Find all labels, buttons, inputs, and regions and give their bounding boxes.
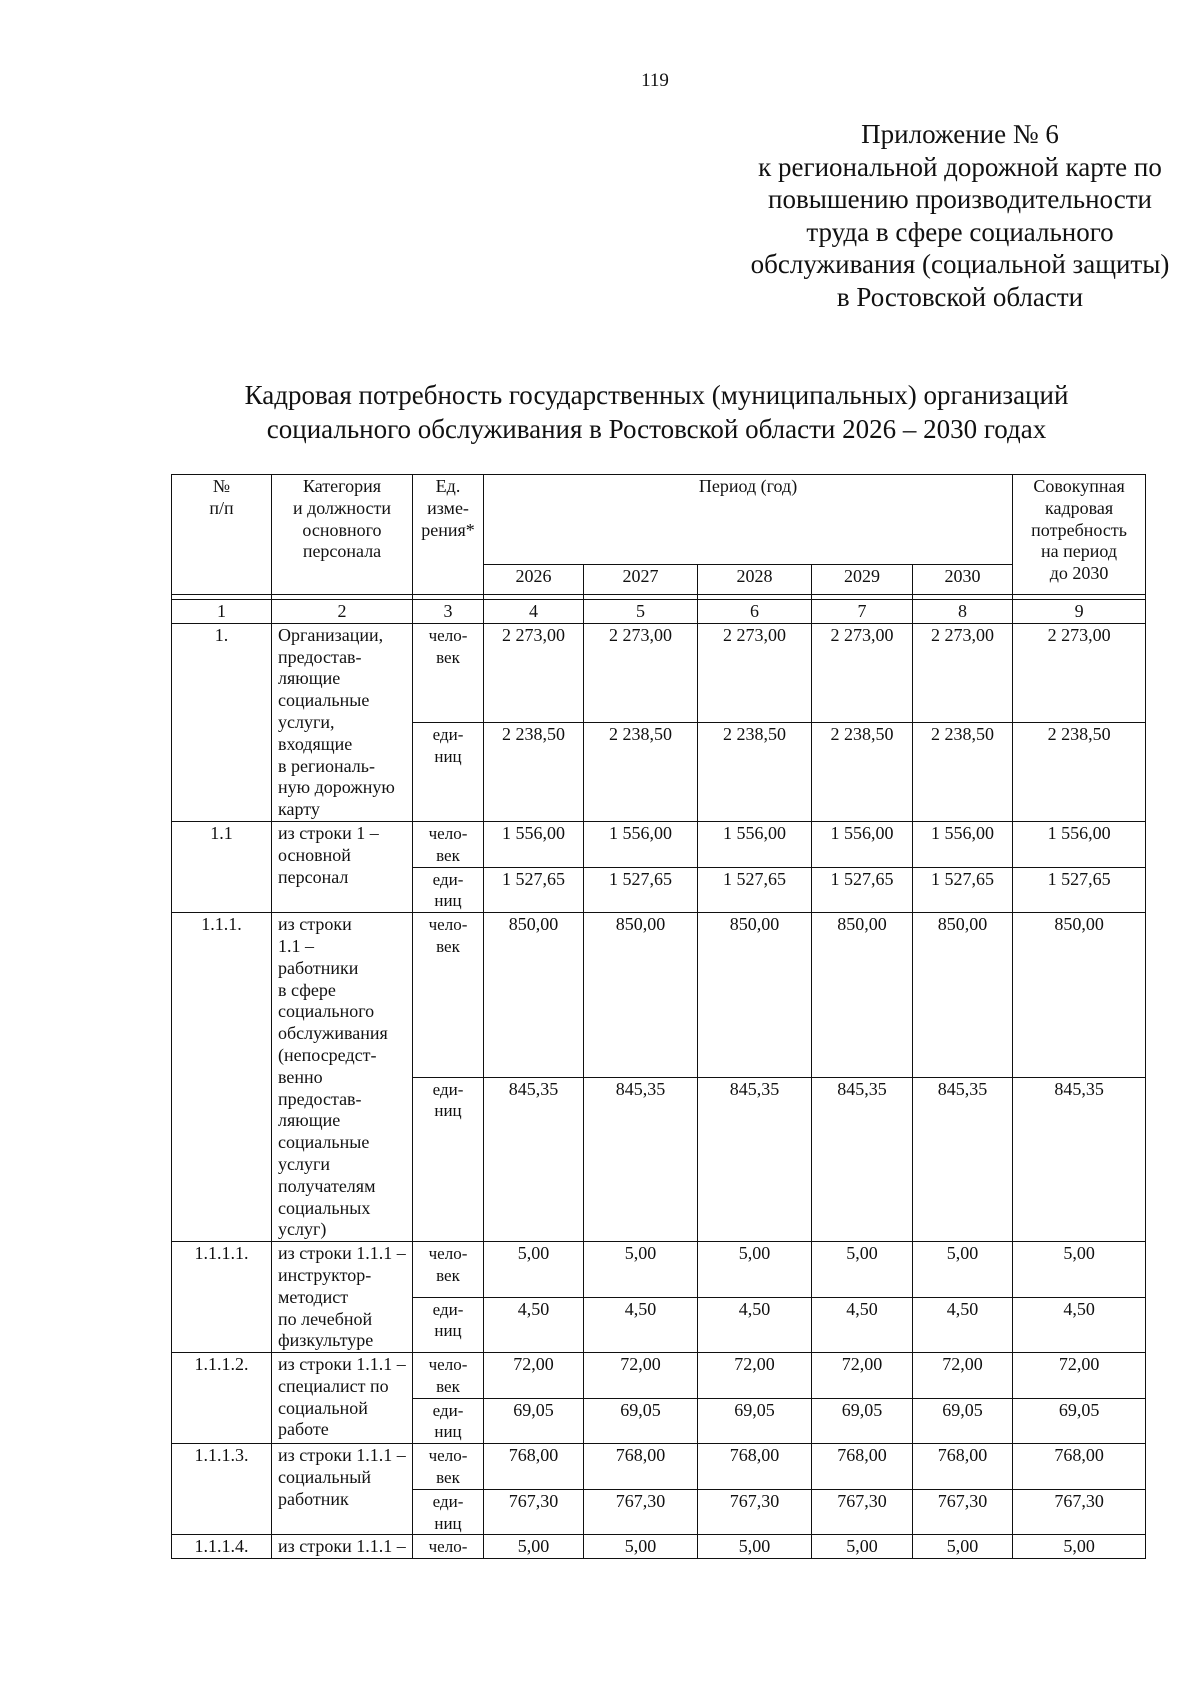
row-value: 5,00 — [698, 1535, 812, 1559]
row-unit — [413, 821, 484, 867]
row-category — [272, 1242, 413, 1353]
row-value: 850,00 — [584, 913, 698, 1077]
row-value: 845,35 — [698, 1077, 812, 1241]
row-unit — [413, 722, 484, 821]
row-value: 5,00 — [913, 1242, 1013, 1297]
column-number: 9 — [1013, 600, 1146, 624]
row-unit-text: чело- век — [428, 1446, 468, 1488]
row-category — [272, 821, 413, 912]
row-value: 767,30 — [1013, 1489, 1146, 1535]
row-value: 69,05 — [698, 1398, 812, 1444]
row-value: 5,00 — [484, 1535, 584, 1559]
title-line: социального обслуживания в Ростовской области 2026 – 2030 годах — [266, 414, 1047, 444]
row-value: 2 238,50 — [584, 722, 698, 821]
row-value: 4,50 — [812, 1297, 913, 1353]
row-value: 850,00 — [913, 913, 1013, 1077]
header-total — [1013, 475, 1146, 595]
row-unit-text: еди- ниц — [432, 1400, 464, 1442]
row-value: 1 527,65 — [584, 867, 698, 913]
appendix-line: повышению производительности — [768, 184, 1152, 214]
row-value: 845,35 — [913, 1077, 1013, 1241]
row-value: 1 527,65 — [698, 867, 812, 913]
row-value: 767,30 — [584, 1489, 698, 1535]
row-value: 4,50 — [913, 1297, 1013, 1353]
row-value: 5,00 — [584, 1535, 698, 1559]
document-title — [170, 378, 1143, 446]
row-value: 768,00 — [584, 1444, 698, 1490]
column-number: 7 — [812, 600, 913, 624]
row-value: 2 238,50 — [812, 722, 913, 821]
row-unit — [413, 867, 484, 913]
row-category: из строки 1.1.1 – — [272, 1535, 413, 1559]
table-row — [172, 1353, 1146, 1399]
row-value: 768,00 — [1013, 1444, 1146, 1490]
row-value: 1 556,00 — [812, 821, 913, 867]
row-category-text: Организации, предостав- ляющие социальные услуги, входящие в региональ- ную дорожную карту — [278, 624, 395, 820]
row-value: 1 527,65 — [913, 867, 1013, 913]
row-value: 768,00 — [913, 1444, 1013, 1490]
row-value: 4,50 — [584, 1297, 698, 1353]
row-value: 69,05 — [812, 1398, 913, 1444]
row-category-text: из строки 1 – основной персонал — [278, 822, 379, 887]
row-unit-text: еди- ниц — [432, 724, 464, 766]
table-row — [172, 1242, 1146, 1297]
table-row — [172, 821, 1146, 867]
header-year: 2030 — [913, 565, 1013, 595]
row-value: 4,50 — [698, 1297, 812, 1353]
row-category-text: из строки 1.1.1 – социальный работник — [278, 1445, 406, 1509]
row-value: 69,05 — [1013, 1398, 1146, 1444]
row-unit-text: чело- век — [428, 823, 468, 865]
header-num — [172, 475, 272, 595]
row-number: 1.1.1.2. — [172, 1353, 272, 1444]
column-number-row — [172, 600, 1146, 624]
row-value: 768,00 — [812, 1444, 913, 1490]
row-value: 2 273,00 — [484, 623, 584, 722]
row-value: 1 556,00 — [584, 821, 698, 867]
row-unit: чело- — [413, 1535, 484, 1559]
column-number: 8 — [913, 600, 1013, 624]
row-value: 5,00 — [484, 1242, 584, 1297]
row-number: 1.1 — [172, 821, 272, 912]
row-value: 72,00 — [1013, 1353, 1146, 1399]
row-unit-text: чело- век — [428, 1244, 468, 1285]
row-value: 5,00 — [1013, 1242, 1146, 1297]
row-value: 2 273,00 — [584, 623, 698, 722]
appendix-line: в Ростовской области — [836, 281, 1084, 312]
row-value: 1 527,65 — [484, 867, 584, 913]
staffing-table — [171, 474, 1146, 1559]
row-value: 850,00 — [698, 913, 812, 1077]
row-value: 69,05 — [913, 1398, 1013, 1444]
row-value: 5,00 — [1013, 1535, 1146, 1559]
column-number: 4 — [484, 600, 584, 624]
row-value: 1 556,00 — [1013, 821, 1146, 867]
row-unit — [413, 1242, 484, 1297]
row-value: 4,50 — [484, 1297, 584, 1353]
column-number: 2 — [272, 600, 413, 624]
row-unit-text: еди- ниц — [432, 1491, 464, 1533]
row-unit — [413, 1077, 484, 1241]
row-unit-text: чело- век — [428, 625, 468, 667]
row-value: 2 273,00 — [1013, 623, 1146, 722]
row-value: 768,00 — [698, 1444, 812, 1490]
header-year: 2027 — [584, 565, 698, 595]
appendix-line: труда в сфере социального — [806, 216, 1114, 247]
title-line: Кадровая потребность государственных (муниципальных) организаций — [244, 380, 1069, 410]
row-unit — [413, 1444, 484, 1490]
header-total-text: Совокупная кадровая потребность на период до 2030 — [1031, 476, 1127, 584]
row-value: 2 273,00 — [812, 623, 913, 722]
header-unit — [413, 475, 484, 595]
row-value: 5,00 — [698, 1242, 812, 1297]
appendix-line: к региональной дорожной карте по — [758, 151, 1162, 182]
row-category-text: из строки 1.1.1 – специалист по социальной работе — [278, 1354, 406, 1440]
row-number: 1.1.1.4. — [172, 1535, 272, 1559]
row-category — [272, 913, 413, 1242]
column-number: 1 — [172, 600, 272, 624]
row-value: 5,00 — [812, 1535, 913, 1559]
row-value: 69,05 — [484, 1398, 584, 1444]
column-number: 3 — [413, 600, 484, 624]
header-num-text: № п/п — [209, 476, 234, 518]
row-category — [272, 1444, 413, 1535]
row-value: 1 556,00 — [913, 821, 1013, 867]
row-value: 845,35 — [1013, 1077, 1146, 1241]
row-value: 72,00 — [584, 1353, 698, 1399]
row-category-text: из строки 1.1.1 – инструктор- методист по лечебной физкультуре — [278, 1243, 406, 1351]
row-unit-text: еди- ниц — [432, 1299, 464, 1341]
row-value: 2 273,00 — [698, 623, 812, 722]
row-value: 72,00 — [484, 1353, 584, 1399]
header-row — [172, 475, 1146, 565]
row-value: 1 556,00 — [698, 821, 812, 867]
row-value: 850,00 — [1013, 913, 1146, 1077]
row-category — [272, 623, 413, 821]
header-category-text: Категория и должности основного персонала — [292, 476, 392, 562]
table-row — [172, 623, 1146, 722]
table-row — [172, 1444, 1146, 1490]
row-value: 767,30 — [812, 1489, 913, 1535]
header-unit-text: Ед. изме- рения* — [421, 476, 475, 540]
row-value: 4,50 — [1013, 1297, 1146, 1353]
row-value: 72,00 — [698, 1353, 812, 1399]
row-unit — [413, 1353, 484, 1399]
row-unit — [413, 1489, 484, 1535]
row-number: 1.1.1.3. — [172, 1444, 272, 1535]
appendix-line: обслуживания (социальной защиты) — [750, 249, 1170, 279]
row-value: 5,00 — [584, 1242, 698, 1297]
row-value: 5,00 — [812, 1242, 913, 1297]
column-number: 5 — [584, 600, 698, 624]
table-row — [172, 913, 1146, 1077]
row-unit — [413, 1398, 484, 1444]
row-value: 767,30 — [484, 1489, 584, 1535]
appendix-line: Приложение № 6 — [861, 119, 1059, 149]
row-unit-text: чело- век — [428, 1355, 468, 1396]
header-year: 2026 — [484, 565, 584, 595]
row-unit — [413, 623, 484, 722]
row-value: 1 527,65 — [812, 867, 913, 913]
row-number: 1.1.1.1. — [172, 1242, 272, 1353]
row-value: 850,00 — [812, 913, 913, 1077]
page-number: 119 — [641, 70, 669, 91]
row-unit — [413, 913, 484, 1077]
row-value: 850,00 — [484, 913, 584, 1077]
row-category — [272, 1353, 413, 1444]
row-value: 72,00 — [812, 1353, 913, 1399]
appendix-heading — [690, 118, 1200, 313]
column-number: 6 — [698, 600, 812, 624]
header-year: 2028 — [698, 565, 812, 595]
row-value: 2 238,50 — [698, 722, 812, 821]
header-year: 2029 — [812, 565, 913, 595]
row-value: 767,30 — [698, 1489, 812, 1535]
row-value: 768,00 — [484, 1444, 584, 1490]
row-value: 2 238,50 — [1013, 722, 1146, 821]
row-number: 1.1.1. — [172, 913, 272, 1242]
row-value: 767,30 — [913, 1489, 1013, 1535]
row-value: 69,05 — [584, 1398, 698, 1444]
row-value: 2 238,50 — [913, 722, 1013, 821]
row-unit — [413, 1297, 484, 1353]
row-category-text: из строки 1.1 – работники в сфере социального обслуживания (непосредст- венно предостав- ляющие социальные услуги получателям социальных услуг) — [278, 914, 388, 1240]
row-unit-text: еди- ниц — [432, 1079, 464, 1121]
row-value: 1 527,65 — [1013, 867, 1146, 913]
row-value: 1 556,00 — [484, 821, 584, 867]
row-value: 845,35 — [484, 1077, 584, 1241]
row-value: 2 273,00 — [913, 623, 1013, 722]
row-unit-text: чело- век — [428, 915, 468, 956]
row-value: 72,00 — [913, 1353, 1013, 1399]
row-number: 1. — [172, 623, 272, 821]
row-unit-text: еди- ниц — [432, 869, 464, 911]
row-value: 845,35 — [812, 1077, 913, 1241]
row-value: 2 238,50 — [484, 722, 584, 821]
header-category — [272, 475, 413, 595]
table-row — [172, 1535, 1146, 1559]
header-period: Период (год) — [484, 475, 1013, 565]
row-value: 845,35 — [584, 1077, 698, 1241]
row-value: 5,00 — [913, 1535, 1013, 1559]
